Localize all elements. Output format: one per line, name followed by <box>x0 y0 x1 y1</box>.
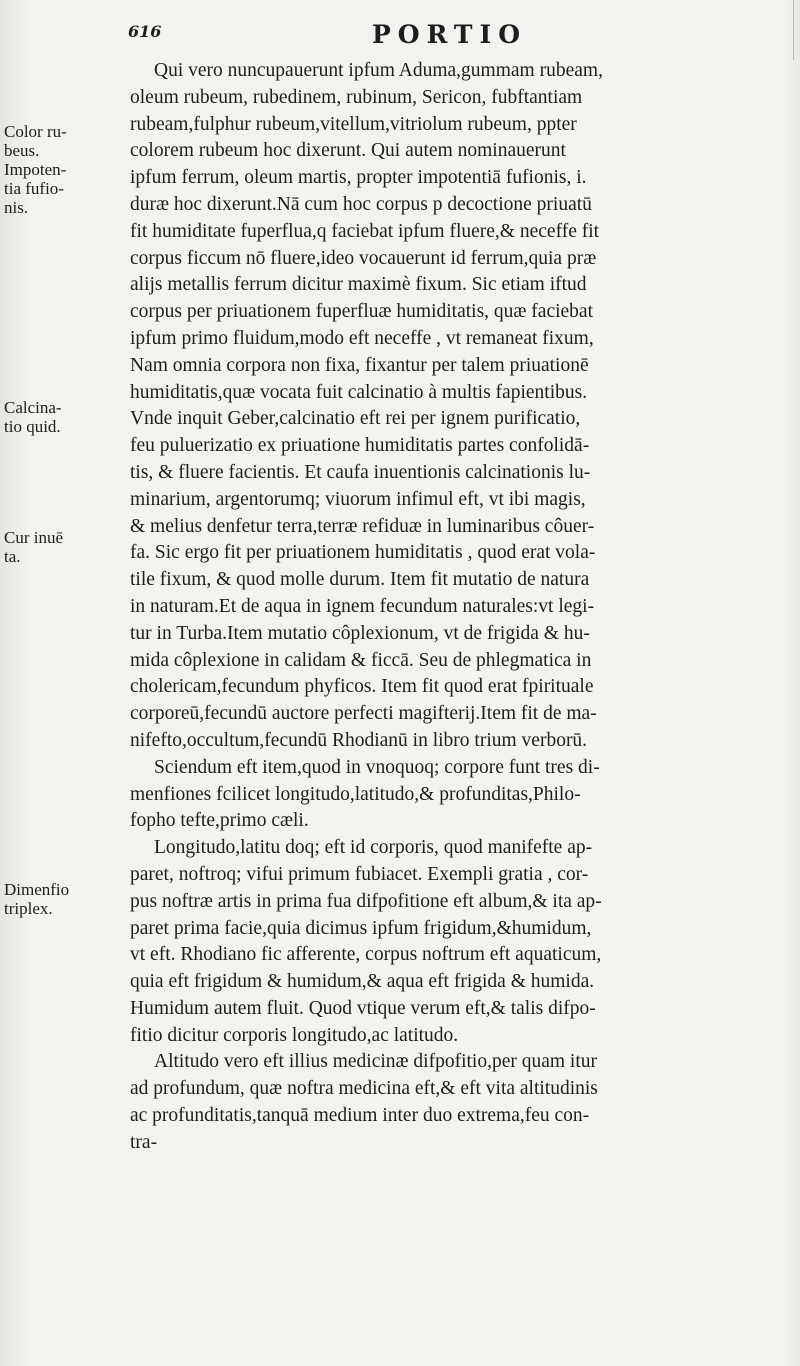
text-line: tile fixum, & quod molle durum. Item fit mutatio de natura <box>130 569 590 591</box>
margin-note-line: ta. <box>4 547 21 566</box>
text-line: colorem rubeum hoc dixerunt. Qui autem nominauerunt <box>130 140 566 162</box>
margin-note-line: tio quid. <box>4 417 61 436</box>
text-line: corporeū,fecundū auctore perfecti magifterij.Item fit de ma- <box>130 703 597 725</box>
text-line: paret prima facie,quia dicimus ipfum frigidum,&humidum, <box>130 917 592 939</box>
text-line: tur in Turba.Item mutatio côplexionum, vt de frigida & hu- <box>130 622 590 644</box>
text-line: pus noftræ artis in prima fua difpofitione eft album,& ita ap- <box>130 890 602 912</box>
text-line: Humidum autem fluit. Quod vtique verum eft,& talis difpo- <box>130 997 596 1019</box>
margin-note-line: triplex. <box>4 899 53 918</box>
margin-note-dimensio <box>4 880 122 918</box>
margin-note-color <box>4 122 122 160</box>
margin-note-line: Calcina- <box>4 398 62 417</box>
margin-note-line: beus. <box>4 141 40 160</box>
text-line: rubeam,fulphur rubeum,vitellum,vitriolum rubeum, ppter <box>130 113 577 135</box>
text-line: Nam omnia corpora non fixa, fixantur per talem priuationē <box>130 354 589 376</box>
text-line: fa. Sic ergo fit per priuationem humiditatis , quod erat vola- <box>130 542 596 564</box>
margin-note-line: Dimenfio <box>4 880 70 899</box>
margin-note-calcinatio <box>4 398 122 436</box>
text-line: Sciendum eft item,quod in vnoquoq; corpore funt tres di- <box>154 756 600 778</box>
page-header <box>0 14 800 54</box>
text-line: cholericam,fecundum phyficos. Item fit quod erat fpirituale <box>130 676 594 698</box>
text-line: corpus per priuationem fuperfluæ humiditatis, quæ faciebat <box>130 301 594 323</box>
text-line: menfiones fcilicet longitudo,latitudo,& profunditas,Philo- <box>130 783 581 805</box>
body-text <box>130 58 770 1157</box>
margin-note-line: tia fufio- <box>4 179 64 198</box>
text-line: paret, noftroq; vifui primum fubiacet. Exempli gratia , cor- <box>130 863 589 885</box>
text-line: vt eft. Rhodiano fic afferente, corpus noftrum eft aquaticum, <box>130 944 602 966</box>
running-head: PORTIO <box>372 20 527 49</box>
text-line: corpus ficcum nō fluere,ideo vocauerunt id ferrum,quia præ <box>130 247 597 269</box>
text-line: duræ hoc dixerunt.Nā cum hoc corpus p decoctione priuatū <box>130 193 592 215</box>
text-line: & melius denfetur terra,terræ refiduæ in luminaribus côuer- <box>130 515 595 537</box>
margin-note-line: Color ru- <box>4 122 67 141</box>
text-line: Vnde inquit Geber,calcinatio eft rei per ignem purificatio, <box>130 408 581 430</box>
text-line: Qui vero nuncupauerunt ipfum Aduma,gummam rubeam, <box>154 60 603 81</box>
text-line: Altitudo vero eft illius medicinæ difpofitio,per quam itur <box>154 1051 598 1073</box>
margin-note-impotentia <box>4 160 122 217</box>
text-line: tra- <box>130 1131 158 1153</box>
margin-note-line: Impoten- <box>4 160 67 179</box>
margin-note-cur-inuenta <box>4 528 122 566</box>
page-number: 616 <box>128 22 162 41</box>
text-line: fitio dicitur corporis longitudo,ac latitudo. <box>130 1024 459 1046</box>
text-line: quia eft frigidum & humidum,& aqua eft frigida & humida. <box>130 971 595 993</box>
margin-note-line: Cur inuē <box>4 528 64 547</box>
text-line: ipfum primo fluidum,modo eft neceffe , vt remaneat fixum, <box>130 327 594 349</box>
text-line: tis, & fluere facientis. Et caufa inuentionis calcinationis lu- <box>130 461 591 483</box>
text-line: fit humiditate fuperflua,q faciebat ipfum fluere,& neceffe fit <box>130 220 600 242</box>
text-line: ipfum ferrum, oleum martis, propter impotentiā fufionis, i. <box>130 167 587 189</box>
text-line: alijs metallis ferrum dicitur maximè fixum. Sic etiam iftud <box>130 274 587 296</box>
text-line: feu puluerizatio ex priuatione humiditatis partes confolidā- <box>130 435 590 457</box>
text-line: oleum rubeum, rubedinem, rubinum, Sericon, fubftantiam <box>130 86 583 108</box>
text-line: ad profundum, quæ noftra medicina eft,& eft vita altitudinis <box>130 1078 598 1100</box>
text-line: minarium, argentorumq; viuorum infimul eft, vt ibi magis, <box>130 488 586 510</box>
text-line: humiditatis,quæ vocata fuit calcinatio à multis fapientibus. <box>130 381 588 403</box>
text-line: Longitudo,latitu doq; eft id corporis, quod manifefte ap- <box>154 837 593 859</box>
text-line: nifefto,occultum,fecundū Rhodianū in libro trium verborū. <box>130 729 588 751</box>
text-line: in naturam.Et de aqua in ignem fecundum naturales:vt legi- <box>130 595 595 617</box>
text-line: ac profunditatis,tanquā medium inter duo extrema,feu con- <box>130 1105 590 1127</box>
text-line: mida côplexione in calidam & ficcā. Seu de phlegmatica in <box>130 649 592 671</box>
margin-note-line: nis. <box>4 198 29 217</box>
text-line: fopho tefte,primo cæli. <box>130 810 309 832</box>
